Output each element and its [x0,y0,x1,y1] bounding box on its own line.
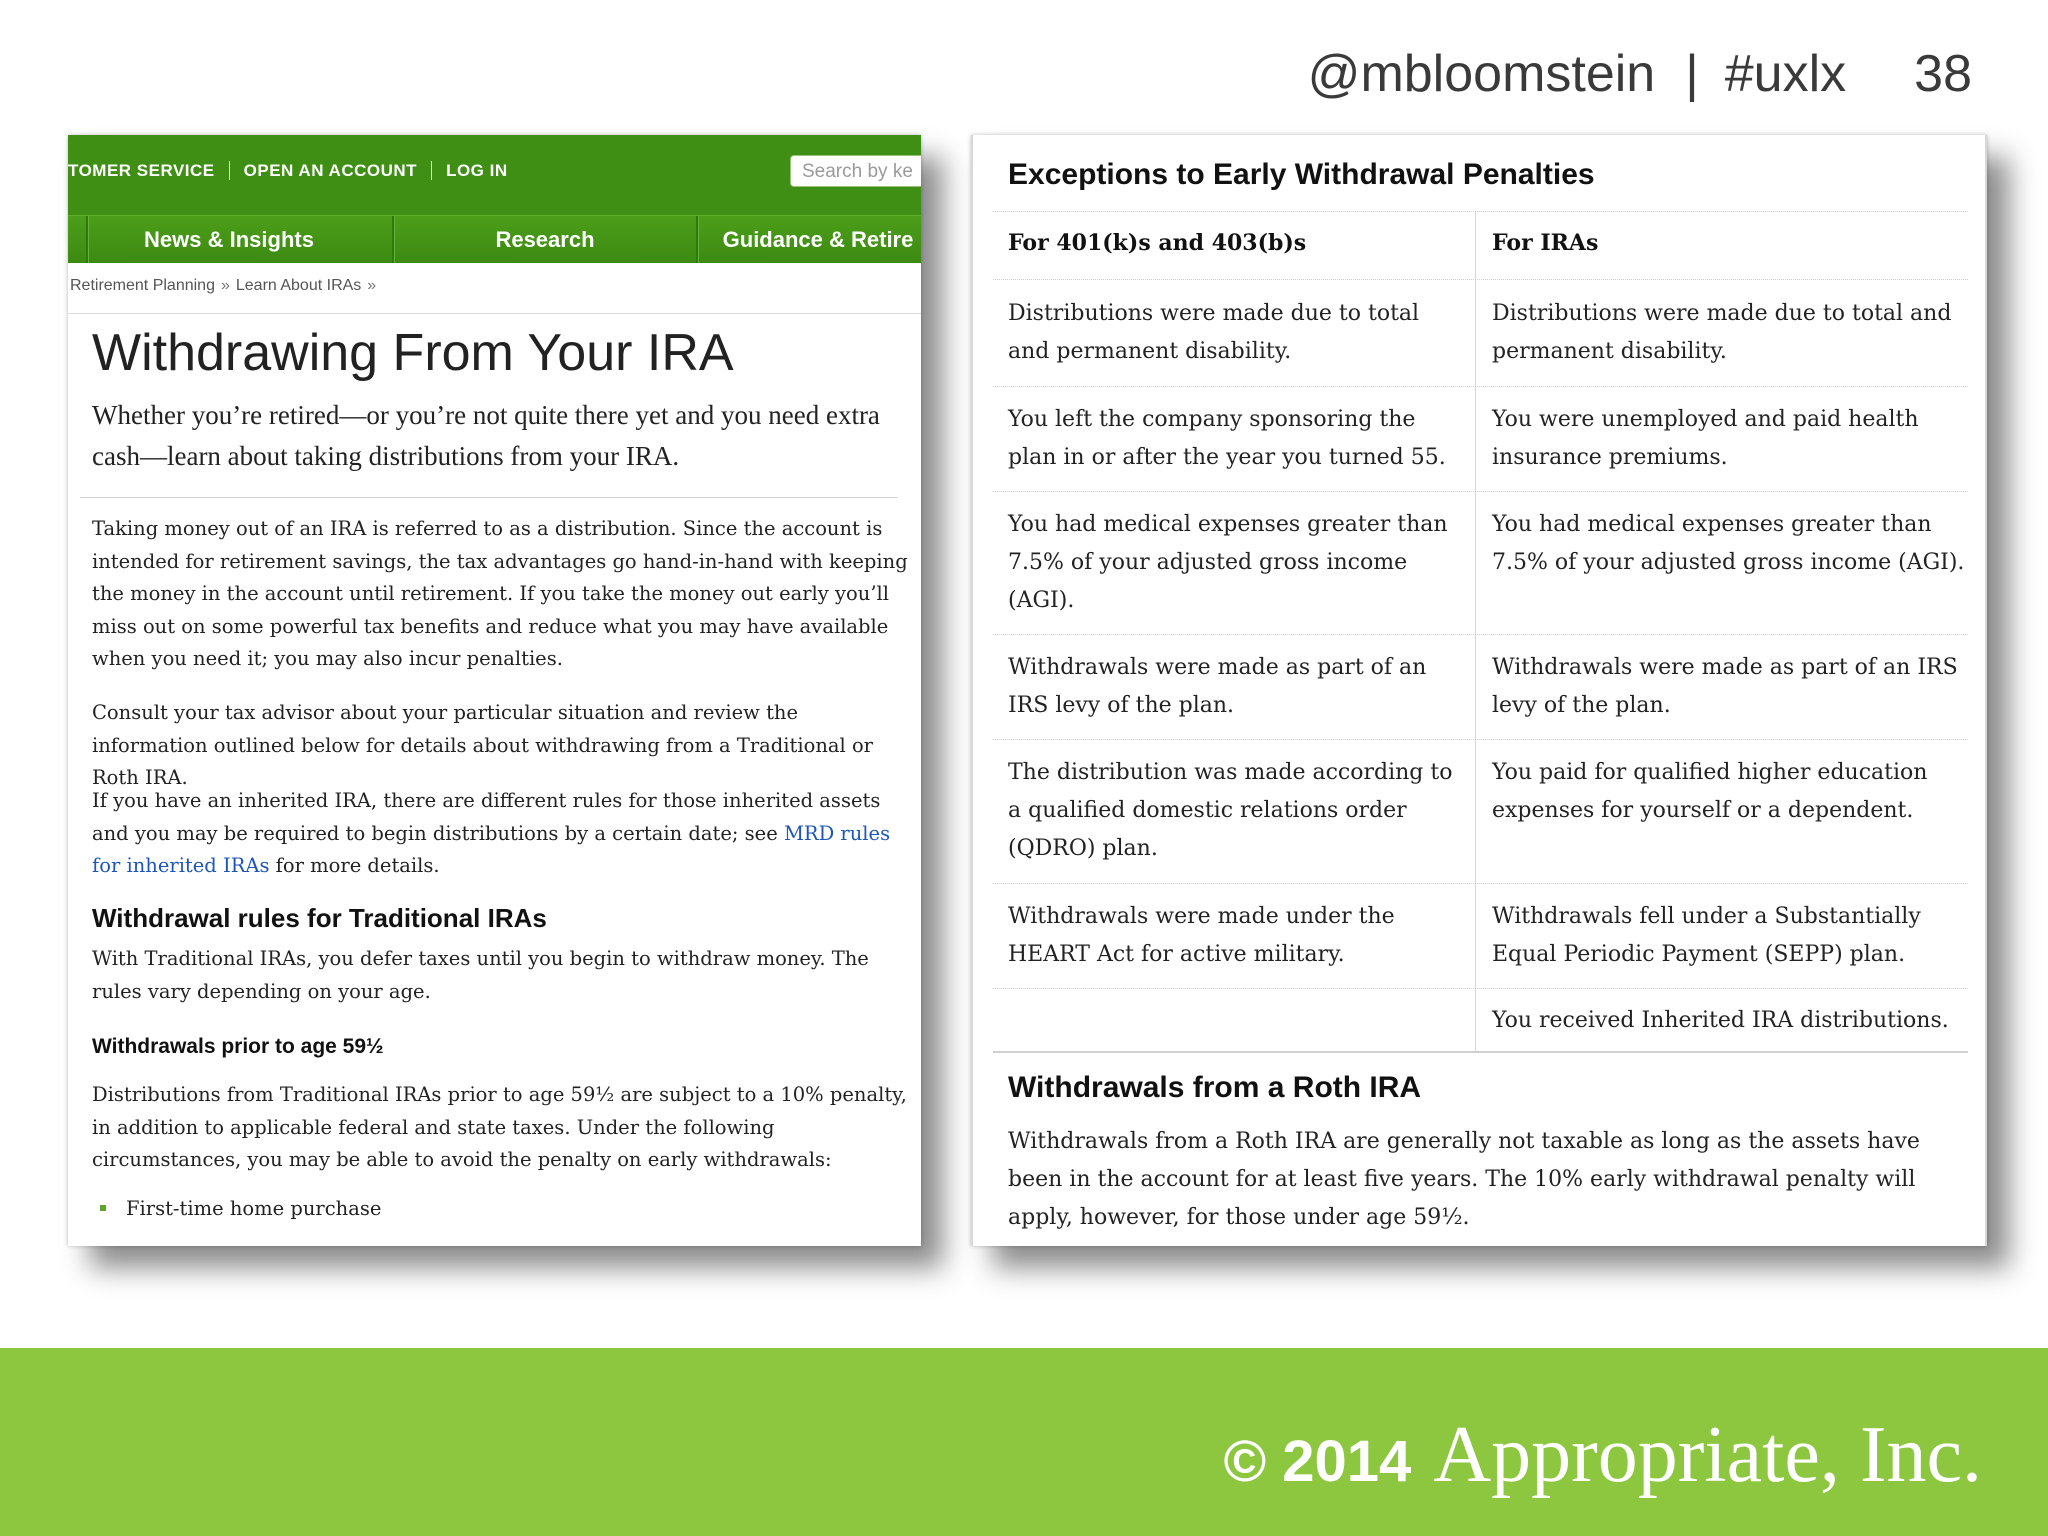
nav-tab-research[interactable]: Research [392,216,696,263]
slide-footer [0,1348,2048,1536]
exceptions-table-screenshot [971,135,1987,1246]
table-cell: Withdrawals were made as part of an IRS levy of the plan. [1008,655,1427,718]
column-header-401k: For 401(k)s and 403(b)s [1008,230,1307,256]
site-search-input[interactable]: Search by ke [790,155,921,187]
table-cell: You were unemployed and paid health insurance premiums. [1492,407,1919,470]
table-cell: Withdrawals were made as part of an IRS levy of the plan. [1492,655,1958,718]
table-cell: You had medical expenses greater than 7.5% of your adjusted gross income (AGI). [1492,512,1965,575]
table-cell: Withdrawals were made under the HEART Act for active military. [1008,904,1395,967]
roth-ira-heading: Withdrawals from a Roth IRA [1008,1071,1422,1104]
table-rule [993,386,1968,387]
table-cell: You received Inherited IRA distributions. [1492,1008,1949,1033]
table-cell: Distributions were made due to total and permanent disability. [1492,301,1952,364]
exceptions-title: Exceptions to Early Withdrawal Penalties [1008,158,1595,191]
copyright-year: © 2014 [1223,1429,1412,1494]
ira-article-screenshot [68,135,921,1246]
table-cell: You left the company sponsoring the plan in or after the year you turned 55. [1008,407,1446,470]
inherited-ira-text: If you have an inherited IRA, there are different rules for those inherited assets and you may be required to begin distributions by a certain date; see [92,789,881,845]
company-logo-text: Appropriate, Inc. [1433,1411,1982,1499]
table-cell: Withdrawals fell under a Substantially Equal Periodic Payment (SEPP) plan. [1492,904,1921,967]
utility-links [68,161,522,181]
breadcrumb-learn-about-iras[interactable]: Learn About IRAs [235,277,362,294]
intro-paragraph: Taking money out of an IRA is referred to as a distribution. Since the account is intended for retirement savings, the tax advantages go hand-in-hand with keeping the money in the account until retirement. If you take the money out early you’ll miss out on some powerful tax benefits and reduce what you may have available when you need it; you may also incur penalties. [92,517,908,670]
list-item [100,1197,381,1220]
table-rule [993,988,1968,989]
slide-number: 38 [1914,45,1972,103]
header-separator: | [1685,45,1699,103]
copyright-notice [1223,1410,1982,1501]
table-rule [993,211,1968,212]
twitter-handle: @mbloomstein [1307,45,1656,103]
nav-tab-news-insights[interactable]: News & Insights [86,216,370,263]
customer-service-link[interactable]: TOMER SERVICE [68,161,230,180]
page-title: Withdrawing From Your IRA [92,324,734,382]
inherited-ira-text-end: for more details. [269,854,440,877]
breadcrumb-arrow-icon: » [367,277,377,294]
breadcrumb-retirement-planning[interactable]: Retirement Planning [70,277,215,294]
traditional-ira-paragraph: With Traditional IRAs, you defer taxes until you begin to withdraw money. The rules vary depending on your age. [92,947,869,1003]
table-rule [993,279,1968,280]
slide-header [1308,44,1972,104]
breadcrumb-arrow-icon: » [220,277,230,294]
table-rule [993,491,1968,492]
main-nav [68,215,921,263]
early-withdrawal-subheading: Withdrawals prior to age 59½ [92,1035,384,1058]
mrd-rules-link[interactable]: MRD rules for inherited IRAs [92,821,891,877]
bullet-icon [100,1205,106,1211]
column-divider [1475,211,1476,1051]
table-rule [993,634,1968,635]
table-rule [993,883,1968,884]
inherited-ira-paragraph [92,785,912,883]
nav-tab-guidance[interactable]: Guidance & Retire [696,216,921,263]
column-header-iras: For IRAs [1492,230,1599,256]
table-rule [993,739,1968,740]
divider [80,497,898,498]
breadcrumb [70,277,382,295]
divider [68,313,921,314]
table-cell: The distribution was made according to a qualified domestic relations order (QDRO) plan. [1008,760,1453,861]
table-cell: You had medical expenses greater than 7.5% of your adjusted gross income (AGI). [1008,512,1448,613]
site-utility-bar [68,135,921,215]
advisor-paragraph: Consult your tax advisor about your particular situation and review the information outlined below for details about withdrawing from a Traditional or Roth IRA. [92,701,873,789]
table-cell: Distributions were made due to total and permanent disability. [1008,301,1420,364]
open-account-link[interactable]: OPEN AN ACCOUNT [230,161,432,180]
table-cell: You paid for qualified higher education expenses for yourself or a dependent. [1492,760,1928,823]
table-bottom-rule [993,1051,1968,1053]
log-in-link[interactable]: LOG IN [446,161,508,180]
hashtag: #uxlx [1724,45,1847,103]
lead-paragraph: Whether you’re retired—or you’re not quite there yet and you need extra cash—learn about taking distributions from your IRA. [92,400,880,471]
list-item-label: First-time home purchase [126,1197,382,1220]
traditional-ira-heading: Withdrawal rules for Traditional IRAs [92,903,547,933]
roth-ira-paragraph: Withdrawals from a Roth IRA are generally not taxable as long as the assets have been in the account for at least five years. The 10% early withdrawal penalty will apply, however, for those under age 59½. [1008,1129,1920,1230]
penalty-paragraph: Distributions from Traditional IRAs prior to age 59½ are subject to a 10% penalty, in addition to applicable federal and state taxes. Under the following circumstances, you may be able to avoid the penalty on early withdrawals: [92,1083,907,1171]
